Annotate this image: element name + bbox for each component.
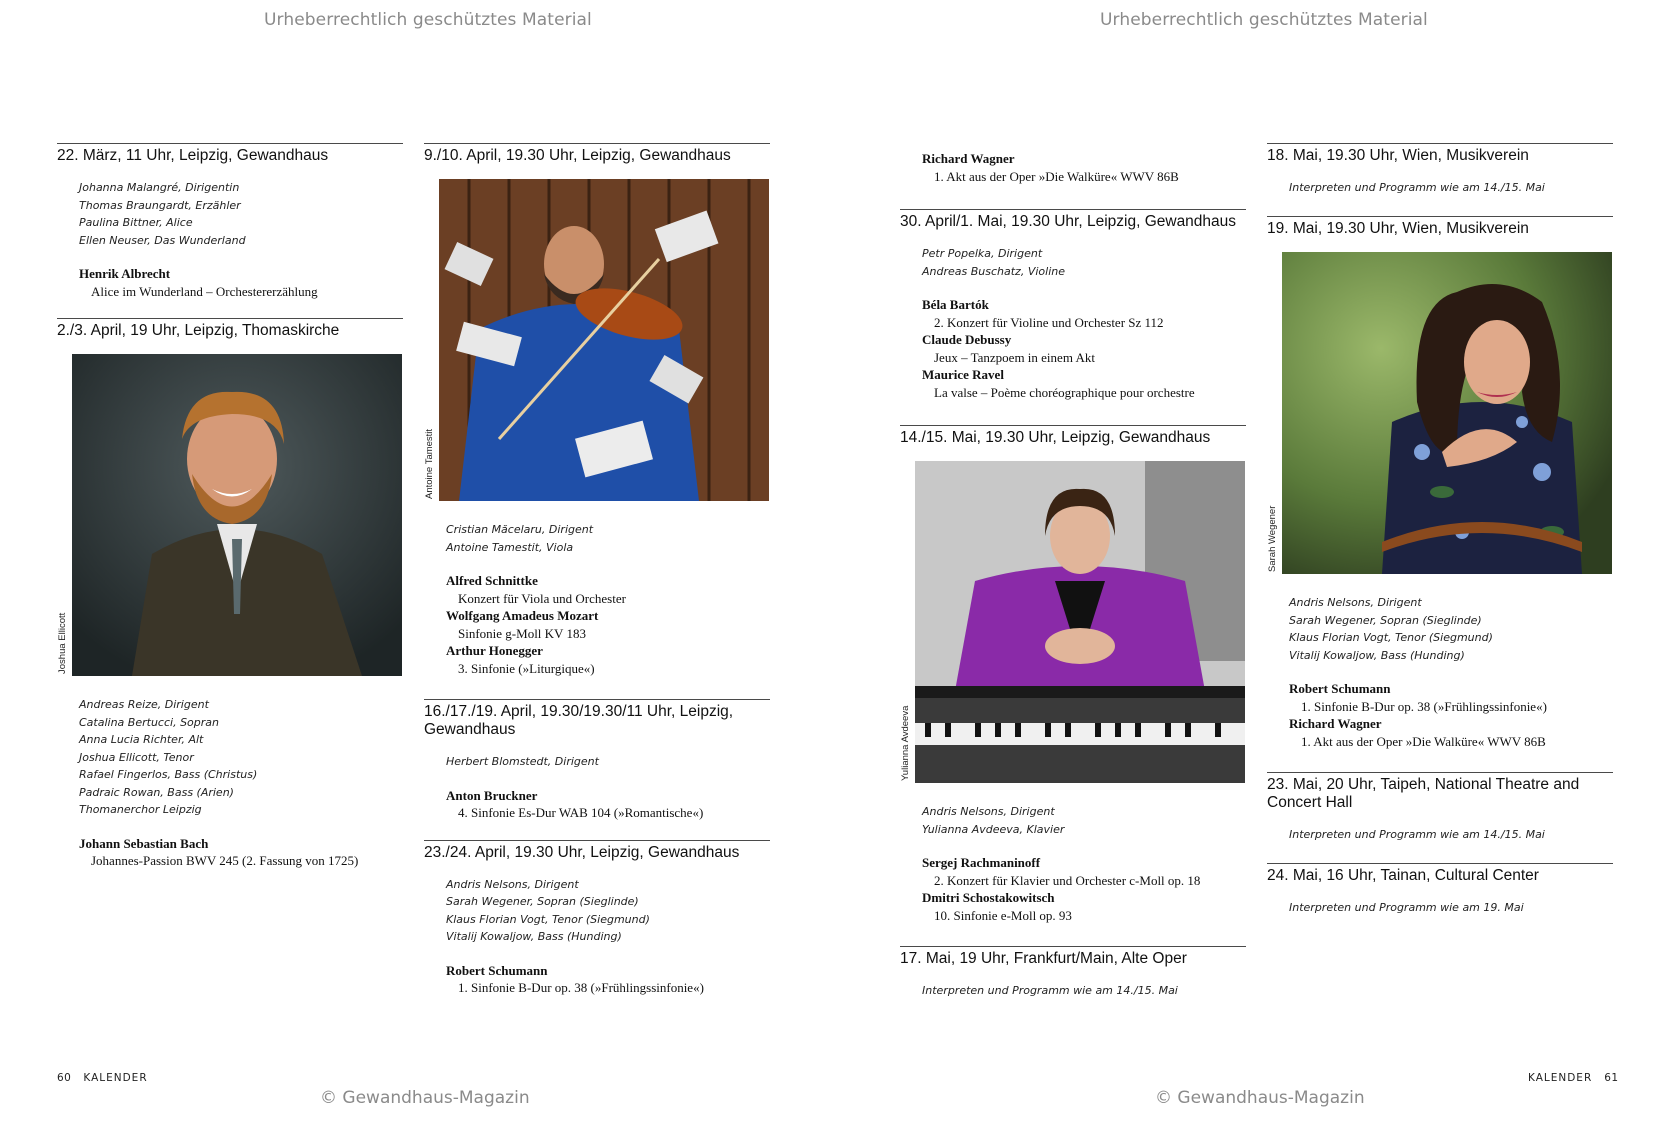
- composer: Richard Wagner: [1289, 716, 1382, 731]
- performer: Klaus Florian Vogt, Tenor (Siegmund): [1289, 631, 1493, 644]
- event-9-10-april: [424, 143, 770, 677]
- watermark-right: Urheberrechtlich geschütztes Material: [1100, 10, 1428, 30]
- photo-credit: Sarah Wegener: [1267, 505, 1278, 572]
- photo-antoine-tamestit: [424, 179, 769, 501]
- performer: Padraic Rowan, Bass (Arien): [79, 785, 234, 799]
- performers: [1289, 594, 1613, 664]
- work: 10. Sinfonie e-Moll op. 93: [934, 907, 1072, 923]
- portrait-image: [915, 461, 1245, 783]
- event-18-mai: [1267, 143, 1613, 196]
- copyright-left: © Gewandhaus-Magazin: [320, 1088, 530, 1108]
- work: 1. Sinfonie B-Dur op. 38 (»Frühlingssinfonie«): [1301, 698, 1547, 714]
- performer: Thomanerchor Leipzig: [79, 803, 202, 816]
- performer: Sarah Wegener, Sopran (Sieglinde): [446, 895, 639, 908]
- composer: Maurice Ravel: [922, 367, 1004, 382]
- column-1: [57, 143, 403, 888]
- portrait-image: [1282, 252, 1612, 574]
- program: [922, 150, 1246, 185]
- performer: Rafael Fingerlos, Bass (Christus): [79, 768, 258, 781]
- event-heading: 23. Mai, 20 Uhr, Taipeh, National Theatre and Concert Hall: [1267, 776, 1580, 811]
- event-heading: 24. Mai, 16 Uhr, Tainan, Cultural Center: [1267, 867, 1539, 884]
- composer: Claude Debussy: [922, 332, 1012, 347]
- portrait-image: [439, 179, 769, 501]
- event-heading: 18. Mai, 19.30 Uhr, Wien, Musikverein: [1267, 147, 1529, 164]
- page-number: 61: [1604, 1072, 1619, 1084]
- event-heading: 9./10. April, 19.30 Uhr, Leipzig, Gewandhaus: [424, 147, 731, 164]
- program: [446, 787, 770, 822]
- photo-yulianna-avdeeva: [900, 461, 1245, 783]
- performer: Anna Lucia Richter, Alt: [79, 733, 204, 746]
- program: [446, 572, 770, 677]
- composer: Johann Sebastian Bach: [79, 835, 209, 851]
- composer: Arthur Honegger: [446, 643, 543, 658]
- performer: Andreas Reize, Dirigent: [79, 698, 209, 711]
- composer: Béla Bartók: [922, 297, 989, 312]
- performer: Sarah Wegener, Sopran (Sieglinde): [1289, 613, 1482, 627]
- event-17-mai: [900, 946, 1246, 999]
- watermark-left: Urheberrechtlich geschütztes Material: [264, 10, 592, 30]
- work: Jeux – Tanzpoem in einem Akt: [934, 349, 1095, 365]
- copyright-right: © Gewandhaus-Magazin: [1155, 1088, 1365, 1108]
- performer: Thomas Braungardt, Erzähler: [79, 198, 241, 212]
- work: 3. Sinfonie (»Liturgique«): [458, 660, 595, 676]
- photo-credit: Yulianna Avdeeva: [900, 705, 911, 781]
- footer-left: [57, 1072, 148, 1084]
- program: [922, 296, 1246, 401]
- event-heading: 23./24. April, 19.30 Uhr, Leipzig, Gewandhaus: [424, 843, 740, 861]
- event-heading: 14./15. Mai, 19.30 Uhr, Leipzig, Gewandhaus: [900, 429, 1211, 446]
- work: Alice im Wunderland – Orchestererzählung: [91, 283, 318, 299]
- composer: Alfred Schnittke: [446, 573, 538, 588]
- work: La valse – Poème choréographique pour orchestre: [934, 384, 1195, 400]
- event-22-maerz: [57, 143, 403, 300]
- event-heading: 19. Mai, 19.30 Uhr, Wien, Musikverein: [1267, 220, 1529, 237]
- event-30-april-1-mai: [900, 209, 1246, 401]
- performers: [446, 876, 770, 946]
- event-heading: 17. Mai, 19 Uhr, Frankfurt/Main, Alte Oper: [900, 950, 1187, 967]
- work: 1. Sinfonie B-Dur op. 38 (»Frühlingssinfonie«): [458, 980, 704, 995]
- section-label: KALENDER: [1528, 1072, 1593, 1084]
- program: [1289, 680, 1613, 750]
- performer: Andris Nelsons, Dirigent: [446, 877, 579, 891]
- work: 1. Akt aus der Oper »Die Walküre« WWV 86B: [1301, 733, 1546, 749]
- event-heading: 2./3. April, 19 Uhr, Leipzig, Thomaskirche: [57, 322, 340, 339]
- event-16-17-19-april: [424, 699, 770, 822]
- photo-joshua-ellicott: [57, 354, 402, 676]
- performer: Petr Popelka, Dirigent: [922, 247, 1043, 260]
- composer: Wolfgang Amadeus Mozart: [446, 608, 599, 623]
- performers: [922, 803, 1246, 838]
- event-23-24-april: [424, 840, 770, 997]
- work: 2. Konzert für Violine und Orchester Sz 112: [934, 314, 1164, 330]
- work: Johannes-Passion BWV 245 (2. Fassung von 1725): [91, 853, 359, 868]
- performer: Johanna Malangré, Dirigentin: [79, 181, 240, 194]
- program: [446, 962, 770, 997]
- event-continuation: [900, 150, 1246, 185]
- event-23-mai: [1267, 772, 1613, 843]
- event-24-mai: [1267, 863, 1613, 916]
- composer: Sergej Rachmaninoff: [922, 855, 1041, 870]
- program-note: Interpreten und Programm wie am 14./15. Mai: [1289, 181, 1545, 194]
- performer: Klaus Florian Vogt, Tenor (Siegmund): [446, 912, 650, 926]
- performers: [79, 179, 403, 249]
- performer: Ellen Neuser, Das Wunderland: [79, 233, 246, 247]
- performer: Cristian Măcelaru, Dirigent: [446, 523, 594, 536]
- column-2: [424, 143, 770, 1015]
- photo-credit: Antoine Tamestit: [424, 428, 435, 499]
- work: 4. Sinfonie Es-Dur WAB 104 (»Romantische«): [458, 805, 704, 820]
- page-number: 60: [57, 1072, 72, 1084]
- event-14-15-mai: [900, 425, 1246, 924]
- performer: Andris Nelsons, Dirigent: [922, 805, 1055, 818]
- performers: [446, 521, 770, 556]
- program: [79, 835, 403, 870]
- work: Konzert für Viola und Orchester: [458, 590, 626, 606]
- program-note: Interpreten und Programm wie am 14./15. Mai: [922, 984, 1178, 997]
- performer: Andris Nelsons, Dirigent: [1289, 596, 1422, 609]
- composer: Anton Bruckner: [446, 787, 538, 803]
- event-2-3-april: [57, 318, 403, 870]
- event-heading: 16./17./19. April, 19.30/19.30/11 Uhr, Leipzig, Gewandhaus: [424, 703, 734, 738]
- performer: Yulianna Avdeeva, Klavier: [922, 822, 1065, 836]
- composer: Robert Schumann: [446, 962, 548, 978]
- program: [79, 265, 403, 300]
- program-note: Interpreten und Programm wie am 19. Mai: [1289, 901, 1524, 914]
- performer: Andreas Buschatz, Violine: [922, 264, 1065, 278]
- performer: Herbert Blomstedt, Dirigent: [446, 755, 599, 768]
- performer: Catalina Bertucci, Sopran: [79, 715, 219, 729]
- performer: Antoine Tamestit, Viola: [446, 540, 574, 554]
- composer: Henrik Albrecht: [79, 266, 171, 281]
- section-label: KALENDER: [83, 1072, 148, 1084]
- event-heading: 22. März, 11 Uhr, Leipzig, Gewandhaus: [57, 147, 329, 164]
- performers: [79, 696, 403, 819]
- work: 1. Akt aus der Oper »Die Walküre« WWV 86B: [934, 168, 1179, 184]
- photo-sarah-wegener: [1267, 252, 1612, 574]
- performer: Vitalij Kowaljow, Bass (Hunding): [446, 930, 622, 943]
- performers: [922, 245, 1246, 280]
- composer: Richard Wagner: [922, 151, 1015, 166]
- program: [922, 854, 1246, 924]
- portrait-image: [72, 354, 402, 676]
- performer: Joshua Ellicott, Tenor: [79, 750, 194, 764]
- work: 2. Konzert für Klavier und Orchester c-Moll op. 18: [934, 872, 1201, 888]
- program-note: Interpreten und Programm wie am 14./15. Mai: [1289, 828, 1545, 841]
- composer: Dmitri Schostakowitsch: [922, 890, 1055, 905]
- column-4: [1267, 143, 1613, 934]
- column-3: [900, 150, 1246, 1017]
- event-19-mai: [1267, 216, 1613, 750]
- footer-right: [1528, 1072, 1619, 1084]
- performer: Paulina Bittner, Alice: [79, 216, 193, 229]
- performers: [446, 753, 770, 771]
- event-heading: 30. April/1. Mai, 19.30 Uhr, Leipzig, Gewandhaus: [900, 213, 1237, 230]
- work: Sinfonie g-Moll KV 183: [458, 625, 586, 641]
- photo-credit: Joshua Ellicott: [57, 612, 68, 674]
- composer: Robert Schumann: [1289, 681, 1391, 696]
- performer: Vitalij Kowaljow, Bass (Hunding): [1289, 648, 1465, 662]
